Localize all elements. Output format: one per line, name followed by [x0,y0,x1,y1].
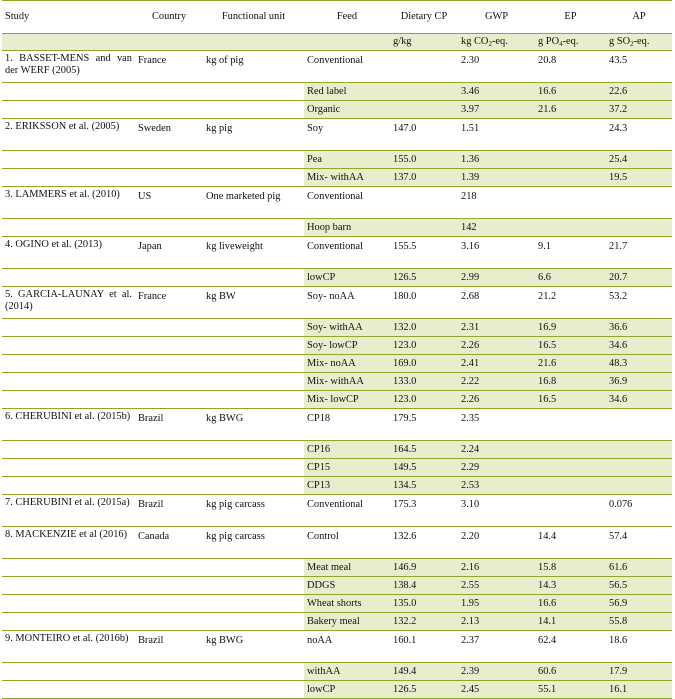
gwp-cell: 2.20 [458,527,535,559]
table-row [2,441,672,459]
functional-unit-cell [203,319,304,337]
header-row [2,1,672,34]
ep-cell [535,477,606,495]
functional-unit-cell [203,441,304,459]
feed-cell: Bakery meal [304,613,390,631]
feed-cell: lowCP [304,269,390,287]
feed-cell: Mix- lowCP [304,391,390,409]
study-cell [2,337,135,355]
ep-cell: 21.6 [535,101,606,119]
country-cell [135,319,203,337]
dietary-cp-cell: 175.3 [390,495,458,527]
ap-cell [606,187,672,219]
ap-cell: 56.9 [606,595,672,613]
ap-cell: 55.8 [606,613,672,631]
feed-cell: lowCP [304,681,390,699]
dietary-cp-cell: 132.0 [390,319,458,337]
functional-unit-cell [203,391,304,409]
study-cell [2,355,135,373]
functional-unit-cell [203,663,304,681]
data-table [2,0,672,699]
unit-cp: g/kg [390,34,458,51]
gwp-cell: 1.36 [458,151,535,169]
feed-cell: Soy- withAA [304,319,390,337]
ep-cell: 16.9 [535,319,606,337]
country-cell [135,151,203,169]
header-gwp: GWP [458,1,535,34]
ep-cell: 16.6 [535,83,606,101]
functional-unit-cell [203,269,304,287]
ap-cell: 16.1 [606,681,672,699]
feed-cell: Conventional [304,187,390,219]
dietary-cp-cell: 138.4 [390,577,458,595]
unit-gwp: kg $CO_2-eq$. [458,34,535,51]
dietary-cp-cell: 126.5 [390,269,458,287]
study-cell: 7. CHERUBINI et al. (2015a) [2,495,135,527]
table-row [2,269,672,287]
gwp-cell: 2.22 [458,373,535,391]
feed-cell: Red label [304,83,390,101]
gwp-cell: 2.99 [458,269,535,287]
table-row [2,391,672,409]
dietary-cp-cell [390,187,458,219]
ap-cell: 18.6 [606,631,672,663]
ap-cell: 19.5 [606,169,672,187]
gwp-cell: 2.41 [458,355,535,373]
study-cell [2,595,135,613]
unit-ep: g $PO_4-eq$. [535,34,606,51]
country-cell: Brazil [135,409,203,441]
table-row [2,101,672,119]
ep-cell: 16.5 [535,337,606,355]
table-row [2,409,672,441]
table-row [2,187,672,219]
country-cell: Brazil [135,631,203,663]
gwp-cell: 2.45 [458,681,535,699]
study-cell [2,219,135,237]
study-cell [2,391,135,409]
country-cell [135,355,203,373]
dietary-cp-cell [390,219,458,237]
study-cell [2,151,135,169]
country-cell [135,337,203,355]
header-study: Study [2,1,135,34]
ep-cell: 21.6 [535,355,606,373]
functional-unit-cell [203,101,304,119]
table-row [2,51,672,83]
gwp-cell: 2.16 [458,559,535,577]
ap-cell: 21.7 [606,237,672,269]
ep-cell: 20.8 [535,51,606,83]
ep-cell [535,459,606,477]
table-row [2,477,672,495]
gwp-cell: 2.26 [458,337,535,355]
functional-unit-cell [203,681,304,699]
functional-unit-cell: kg pig [203,119,304,151]
study-cell [2,663,135,681]
ap-cell: 37.2 [606,101,672,119]
ap-cell: 34.6 [606,391,672,409]
dietary-cp-cell: 180.0 [390,287,458,319]
ap-cell [606,409,672,441]
feed-cell: Mix- withAA [304,373,390,391]
feed-cell: Control [304,527,390,559]
ep-cell: 15.8 [535,559,606,577]
ap-cell: 20.7 [606,269,672,287]
feed-cell: Soy- lowCP [304,337,390,355]
study-cell [2,681,135,699]
study-cell [2,477,135,495]
dietary-cp-cell: 137.0 [390,169,458,187]
gwp-cell: 2.68 [458,287,535,319]
study-cell [2,169,135,187]
gwp-cell: 1.95 [458,595,535,613]
functional-unit-cell [203,337,304,355]
study-cell [2,101,135,119]
functional-unit-cell [203,355,304,373]
feed-cell: Hoop barn [304,219,390,237]
study-cell: 8. MACKENZIE et al (2016) [2,527,135,559]
gwp-cell: 2.26 [458,391,535,409]
ap-cell: 22.6 [606,83,672,101]
ap-cell: 48.3 [606,355,672,373]
ep-cell [535,187,606,219]
functional-unit-cell [203,559,304,577]
gwp-cell: 2.53 [458,477,535,495]
country-cell [135,441,203,459]
feed-cell: withAA [304,663,390,681]
gwp-cell: 2.30 [458,51,535,83]
country-cell [135,559,203,577]
study-cell [2,441,135,459]
dietary-cp-cell: 146.9 [390,559,458,577]
functional-unit-cell [203,613,304,631]
ap-cell: 56.5 [606,577,672,595]
header-ap: AP [606,1,672,34]
ep-cell [535,119,606,151]
dietary-cp-cell: 169.0 [390,355,458,373]
feed-cell: CP13 [304,477,390,495]
study-cell: 1. BASSET-MENS and van der WERF (2005) [2,51,135,83]
units-row [2,34,672,51]
feed-cell: Mix- withAA [304,169,390,187]
functional-unit-cell: One marketed pig [203,187,304,219]
country-cell [135,681,203,699]
functional-unit-cell [203,373,304,391]
functional-unit-cell [203,151,304,169]
table-row [2,319,672,337]
feed-cell: CP18 [304,409,390,441]
table-row [2,559,672,577]
gwp-cell: 1.39 [458,169,535,187]
country-cell [135,613,203,631]
ep-cell [535,495,606,527]
table-row [2,373,672,391]
dietary-cp-cell: 132.2 [390,613,458,631]
feed-cell: noAA [304,631,390,663]
table-row [2,527,672,559]
gwp-cell: 218 [458,187,535,219]
functional-unit-cell [203,83,304,101]
dietary-cp-cell: 179.5 [390,409,458,441]
table-row [2,237,672,269]
country-cell: Canada [135,527,203,559]
study-cell: 5. GARCIA-LAUNAY et al. (2014) [2,287,135,319]
country-cell [135,459,203,477]
ep-cell: 6.6 [535,269,606,287]
feed-cell: Organic [304,101,390,119]
header-feed: Feed [304,1,390,34]
country-cell [135,101,203,119]
ap-cell: 36.9 [606,373,672,391]
feed-cell: Pea [304,151,390,169]
table-row [2,613,672,631]
country-cell [135,663,203,681]
ep-cell [535,441,606,459]
ep-cell: 16.5 [535,391,606,409]
feed-cell: CP16 [304,441,390,459]
functional-unit-cell [203,577,304,595]
ep-cell: 14.1 [535,613,606,631]
study-cell: 2. ERIKSSON et al. (2005) [2,119,135,151]
gwp-cell: 3.46 [458,83,535,101]
study-cell [2,577,135,595]
gwp-cell: 3.10 [458,495,535,527]
ep-cell: 14.4 [535,527,606,559]
ap-cell: 24.3 [606,119,672,151]
gwp-cell: 2.55 [458,577,535,595]
gwp-cell: 142 [458,219,535,237]
table-row [2,337,672,355]
dietary-cp-cell: 135.0 [390,595,458,613]
ep-cell: 55.1 [535,681,606,699]
table-row [2,83,672,101]
study-cell [2,559,135,577]
study-cell [2,83,135,101]
feed-cell: Mix- noAA [304,355,390,373]
dietary-cp-cell [390,83,458,101]
functional-unit-cell [203,477,304,495]
dietary-cp-cell [390,51,458,83]
feed-cell: CP15 [304,459,390,477]
dietary-cp-cell: 132.6 [390,527,458,559]
unit-ap: g $SO_2-eq$. [606,34,672,51]
functional-unit-cell [203,595,304,613]
table-row [2,151,672,169]
ap-cell: 36.6 [606,319,672,337]
country-cell [135,269,203,287]
study-cell: 6. CHERUBINI et al. (2015b) [2,409,135,441]
country-cell: Brazil [135,495,203,527]
country-cell [135,169,203,187]
ap-cell: 43.5 [606,51,672,83]
study-cell [2,373,135,391]
table-row [2,595,672,613]
functional-unit-cell [203,169,304,187]
functional-unit-cell: kg BWG [203,409,304,441]
country-cell [135,477,203,495]
study-cell [2,319,135,337]
table-row [2,663,672,681]
ap-cell [606,459,672,477]
dietary-cp-cell: 155.0 [390,151,458,169]
ep-cell: 16.6 [535,595,606,613]
feed-cell: Conventional [304,51,390,83]
study-cell: 4. OGINO et al. (2013) [2,237,135,269]
gwp-cell: 1.51 [458,119,535,151]
table-row [2,169,672,187]
country-cell [135,83,203,101]
ap-cell [606,477,672,495]
table-row [2,577,672,595]
ap-cell [606,441,672,459]
table-row [2,495,672,527]
table-row [2,681,672,699]
ep-cell [535,219,606,237]
functional-unit-cell: kg of pig [203,51,304,83]
ap-cell: 53.2 [606,287,672,319]
country-cell [135,373,203,391]
dietary-cp-cell: 123.0 [390,337,458,355]
country-cell [135,219,203,237]
dietary-cp-cell: 164.5 [390,441,458,459]
header-ep: EP [535,1,606,34]
gwp-cell: 2.35 [458,409,535,441]
dietary-cp-cell: 149.4 [390,663,458,681]
study-cell: 3. LAMMERS et al. (2010) [2,187,135,219]
ap-cell: 61.6 [606,559,672,577]
country-cell: Sweden [135,119,203,151]
functional-unit-cell: kg BW [203,287,304,319]
ep-cell [535,409,606,441]
study-cell [2,269,135,287]
dietary-cp-cell: 149.5 [390,459,458,477]
gwp-cell: 2.29 [458,459,535,477]
dietary-cp-cell: 123.0 [390,391,458,409]
study-cell: 9. MONTEIRO et al. (2016b) [2,631,135,663]
country-cell: Japan [135,237,203,269]
study-cell [2,613,135,631]
table-row [2,219,672,237]
gwp-cell: 2.31 [458,319,535,337]
ep-cell: 60.6 [535,663,606,681]
functional-unit-cell [203,219,304,237]
table-row [2,459,672,477]
header-dietary-cp: Dietary CP [390,1,458,34]
dietary-cp-cell: 155.5 [390,237,458,269]
feed-cell: Conventional [304,237,390,269]
functional-unit-cell: kg liveweight [203,237,304,269]
gwp-cell: 3.16 [458,237,535,269]
ep-cell [535,169,606,187]
gwp-cell: 2.13 [458,613,535,631]
header-country: Country [135,1,203,34]
country-cell: US [135,187,203,219]
dietary-cp-cell: 147.0 [390,119,458,151]
ep-cell: 9.1 [535,237,606,269]
ap-cell: 25.4 [606,151,672,169]
feed-cell: Conventional [304,495,390,527]
feed-cell: Soy [304,119,390,151]
functional-unit-cell: kg pig carcass [203,495,304,527]
ep-cell: 14.3 [535,577,606,595]
dietary-cp-cell: 160.1 [390,631,458,663]
table-row [2,355,672,373]
gwp-cell: 2.37 [458,631,535,663]
country-cell [135,595,203,613]
country-cell [135,577,203,595]
ap-cell: 34.6 [606,337,672,355]
ep-cell: 21.2 [535,287,606,319]
gwp-cell: 2.24 [458,441,535,459]
feed-cell: Meat meal [304,559,390,577]
dietary-cp-cell: 134.5 [390,477,458,495]
country-cell: France [135,287,203,319]
table-row [2,287,672,319]
ap-cell: 17.9 [606,663,672,681]
header-functional-unit: Functional unit [203,1,304,34]
feed-cell: DDGS [304,577,390,595]
country-cell: France [135,51,203,83]
feed-cell: Soy- noAA [304,287,390,319]
ap-cell [606,219,672,237]
dietary-cp-cell: 133.0 [390,373,458,391]
gwp-cell: 3.97 [458,101,535,119]
table-row [2,631,672,663]
dietary-cp-cell: 126.5 [390,681,458,699]
table-row [2,119,672,151]
feed-cell: Wheat shorts [304,595,390,613]
gwp-cell: 2.39 [458,663,535,681]
dietary-cp-cell [390,101,458,119]
study-cell [2,459,135,477]
functional-unit-cell: kg BWG [203,631,304,663]
functional-unit-cell [203,459,304,477]
functional-unit-cell: kg pig carcass [203,527,304,559]
ep-cell: 62.4 [535,631,606,663]
ep-cell [535,151,606,169]
ap-cell: 0.076 [606,495,672,527]
ap-cell: 57.4 [606,527,672,559]
ep-cell: 16.8 [535,373,606,391]
country-cell [135,391,203,409]
